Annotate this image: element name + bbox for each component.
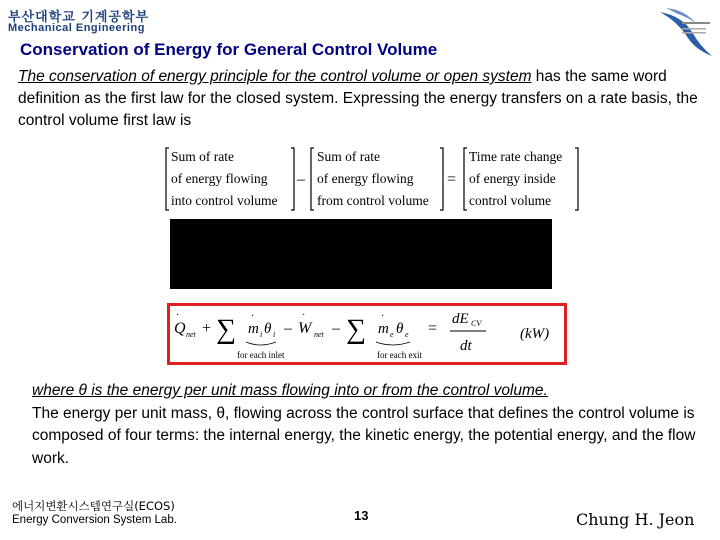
page-number: 13 (354, 508, 369, 523)
term1-line2: of energy flowing (171, 171, 268, 186)
department-logo-english: Mechanical Engineering (8, 22, 145, 34)
svg-text:CV: CV (471, 319, 482, 328)
svg-text:+: + (202, 320, 212, 337)
svg-text:–: – (284, 320, 292, 337)
for-each-exit-label: for each exit (377, 350, 422, 360)
svg-text:dE: dE (452, 311, 469, 327)
svg-text:∑: ∑ (216, 314, 236, 345)
energy-equation-box (167, 303, 567, 365)
university-crest-icon (652, 2, 718, 62)
term2-line1: Sum of rate (317, 149, 380, 164)
lab-name-english: Energy Conversion System Lab. (12, 514, 177, 526)
svg-text:·: · (381, 311, 385, 322)
svg-text:·: · (251, 311, 255, 322)
definition-body: The energy per unit mass, θ, flowing across the control surface that defines the control volume is composed of four terms: the internal energy, the kinetic energy, the potential energy, and the flow work. (32, 404, 696, 467)
slide-title: Conservation of Energy for General Control Volume (20, 40, 438, 59)
svg-text:θ: θ (264, 321, 272, 337)
energy-equation (170, 306, 564, 362)
svg-text:∑: ∑ (346, 314, 366, 345)
term1-line3: into control volume (171, 193, 278, 208)
term3-line2: of energy inside (469, 171, 556, 186)
term3-line1: Time rate change (469, 149, 563, 164)
term2-line2: of energy flowing (317, 171, 414, 186)
department-logo-korean: 부산대학교 기계공학부 (8, 10, 150, 25)
svg-text:Q: Q (174, 320, 186, 337)
author-name: Chung H. Jeon (576, 510, 695, 529)
definition-lead: where θ is the energy per unit mass flowing into or from the control volume. (32, 382, 548, 399)
svg-text:–: – (332, 320, 340, 337)
svg-text:m: m (378, 321, 389, 337)
svg-text:·: · (176, 310, 180, 321)
word-equation (164, 146, 584, 212)
intro-lead: The conservation of energy principle for the control volume or open system (18, 68, 532, 85)
svg-text:m: m (248, 321, 259, 337)
for-each-inlet-label: for each inlet (237, 350, 285, 360)
term1-line1: Sum of rate (171, 149, 234, 164)
equals-operator: = (447, 171, 457, 188)
svg-text:i: i (260, 330, 263, 339)
svg-text:dt: dt (460, 338, 472, 354)
term2-line3: from control volume (317, 193, 429, 208)
blank-equation-box (170, 219, 552, 289)
intro-paragraph (18, 66, 698, 132)
definition-paragraph (32, 380, 702, 470)
svg-text:=: = (428, 320, 438, 337)
svg-text:θ: θ (396, 321, 404, 337)
minus-operator: – (297, 171, 305, 188)
lab-name-korean: 에너지변환시스템연구실(ECOS) (12, 499, 175, 513)
intro-rest: has the same word definition as the first law for the closed system. Expressing the energy transfers on a rate basis, the control volume first law is (18, 68, 698, 129)
svg-text:i: i (273, 330, 276, 339)
svg-text:net: net (186, 330, 196, 339)
svg-text:e: e (405, 330, 409, 339)
term3-line3: control volume (469, 193, 552, 208)
svg-text:e: e (390, 330, 394, 339)
units-label: (kW) (520, 326, 550, 342)
svg-text:net: net (314, 330, 324, 339)
svg-text:W: W (298, 320, 312, 337)
svg-text:·: · (302, 310, 306, 321)
